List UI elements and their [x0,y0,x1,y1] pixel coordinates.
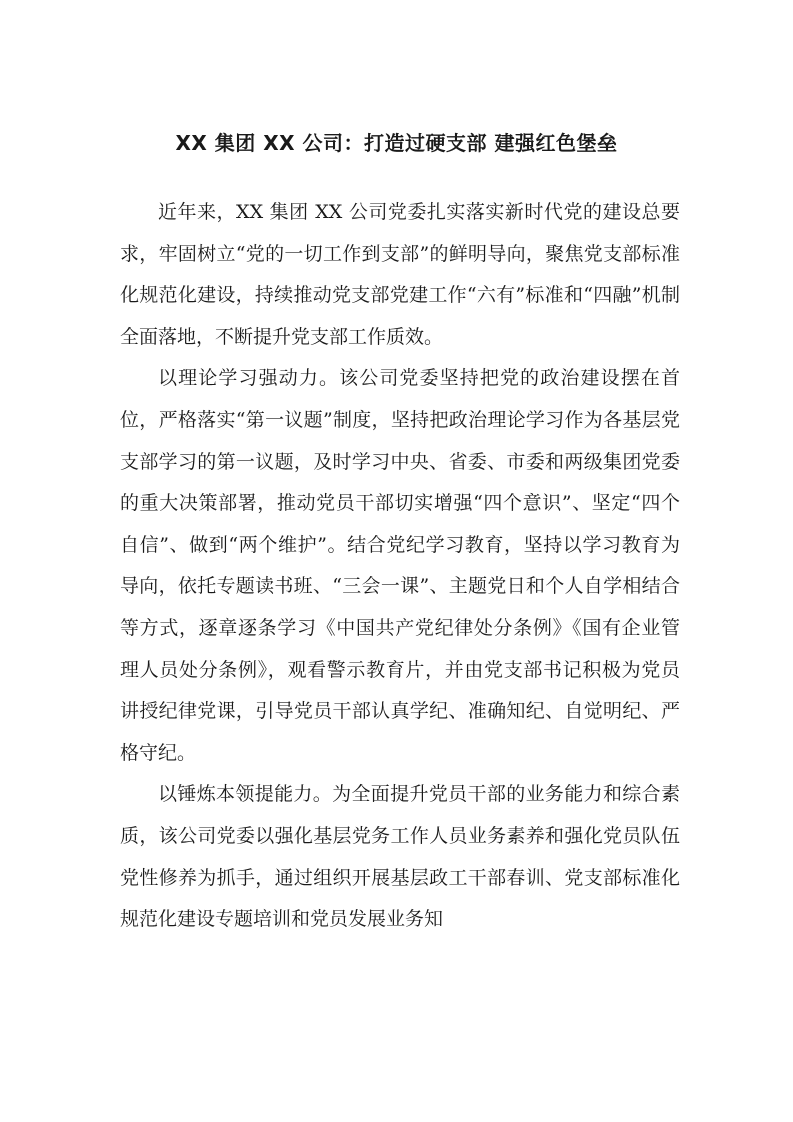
paragraph-theory-study: 以理论学习强动力。该公司党委坚持把党的政治建设摆在首位，严格落实“第一议题”制度，坚持把政治理论学习作为各基层党支部学习的第一议题，及时学习中央、省委、市委和两级集团党委的重大决策部署，推动党员干部切实增强“四个意识”、坚定“四个自信”、做到“两个维护”。结合党纪学习教育，坚持以学习教育为导向，依托专题读书班、“三会一课”、主题党日和个人自学相结合等方式，逐章逐条学习《中国共产党纪律处分条例》《国有企业管理人员处分条例》，观看警示教育片，并由党支部书记积极为党员讲授纪律党课，引导党员干部认真学纪、准确知纪、自觉明纪、严格守纪。 [120,367,680,764]
paragraph-intro: 近年来，XX 集团 XX 公司党委扎实落实新时代党的建设总要求，牢固树立“党的一切工作到支部”的鲜明导向，聚焦党支部标准化规范化建设，持续推动党支部党建工作“六有”标准和“四融”机制全面落地，不断提升党支部工作质效。 [120,201,680,348]
document-title: XX 集团 XX 公司：打造过硬支部 建强红色堡垒 [175,131,618,155]
document-body [120,192,680,941]
paragraph-skills-training: 以锤炼本领提能力。为全面提升党员干部的业务能力和综合素质，该公司党委以强化基层党务工作人员业务素养和强化党员队伍党性修养为抓手，通过组织开展基层政工干部春训、党支部标准化规范化建设专题培训和党员发展业务知 [120,783,680,931]
